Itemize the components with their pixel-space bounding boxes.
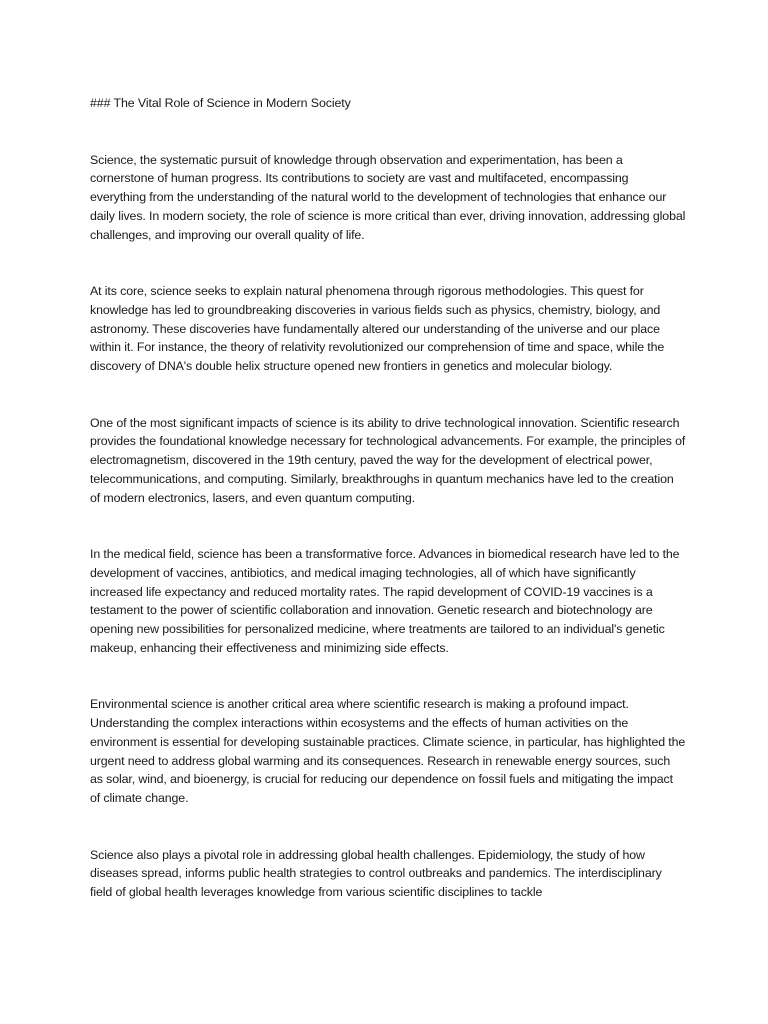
paragraph-intro: Science, the systematic pursuit of knowledge through observation and experimentation, has been a cornerstone of human progress. Its contributions to society are vast and multifaceted, encompassing everything from the understanding of the natural world to the development of technologies that enhance our daily lives. In modern society, the role of science is more critical than ever, driving innovation, addressing global challenges, and improving our overall quality of life. (90, 152, 686, 242)
document-title: ### The Vital Role of Science in Modern Society (90, 96, 351, 110)
document-body (90, 94, 686, 940)
paragraph-technology: One of the most significant impacts of science is its ability to drive technological innovation. Scientific research provides the foundational knowledge necessary for technological advancements. For example, the principles of electromagnetism, discovered in the 19th century, paved the way for the development of electrical power, telecommunications, and computing. Similarly, breakthroughs in quantum mechanics have led to the creation of modern electronics, lasers, and even quantum computing. (90, 415, 686, 505)
paragraph-medical: In the medical field, science has been a transformative force. Advances in biomedical research have led to the development of vaccines, antibiotics, and medical imaging technologies, all of which have significantly increased life expectancy and reduced mortality rates. The rapid development of COVID-19 vaccines is a testament to the power of scientific collaboration and innovation. Genetic research and biotechnology are opening new possibilities for personalized medicine, where treatments are tailored to an individual's genetic makeup, enhancing their effectiveness and minimizing side effects. (90, 547, 680, 655)
paragraph-environment: Environmental science is another critical area where scientific research is making a profound impact. Understanding the complex interactions within ecosystems and the effects of human activities on the environment is essential for developing sustainable practices. Climate science, in particular, has highlighted the urgent need to address global warming and its consequences. Research in renewable energy sources, such as solar, wind, and bioenergy, is crucial for reducing our dependence on fossil fuels and mitigating the impact of climate change. (90, 697, 686, 805)
paragraph-global-health: Science also plays a pivotal role in addressing global health challenges. Epidemiology, the study of how diseases spread, informs public health strategies to control outbreaks and pandemics. The interdisciplinary field of global health leverages knowledge from various scientific disciplines to tackle (90, 847, 662, 900)
paragraph-core-science: At its core, science seeks to explain natural phenomena through rigorous methodologies. This quest for knowledge has led to groundbreaking discoveries in various fields such as physics, chemistry, biology, and astronomy. These discoveries have fundamentally altered our understanding of the universe and our place within it. For instance, the theory of relativity revolutionized our comprehension of time and space, while the discovery of DNA's double helix structure opened new frontiers in genetics and molecular biology. (90, 284, 665, 374)
